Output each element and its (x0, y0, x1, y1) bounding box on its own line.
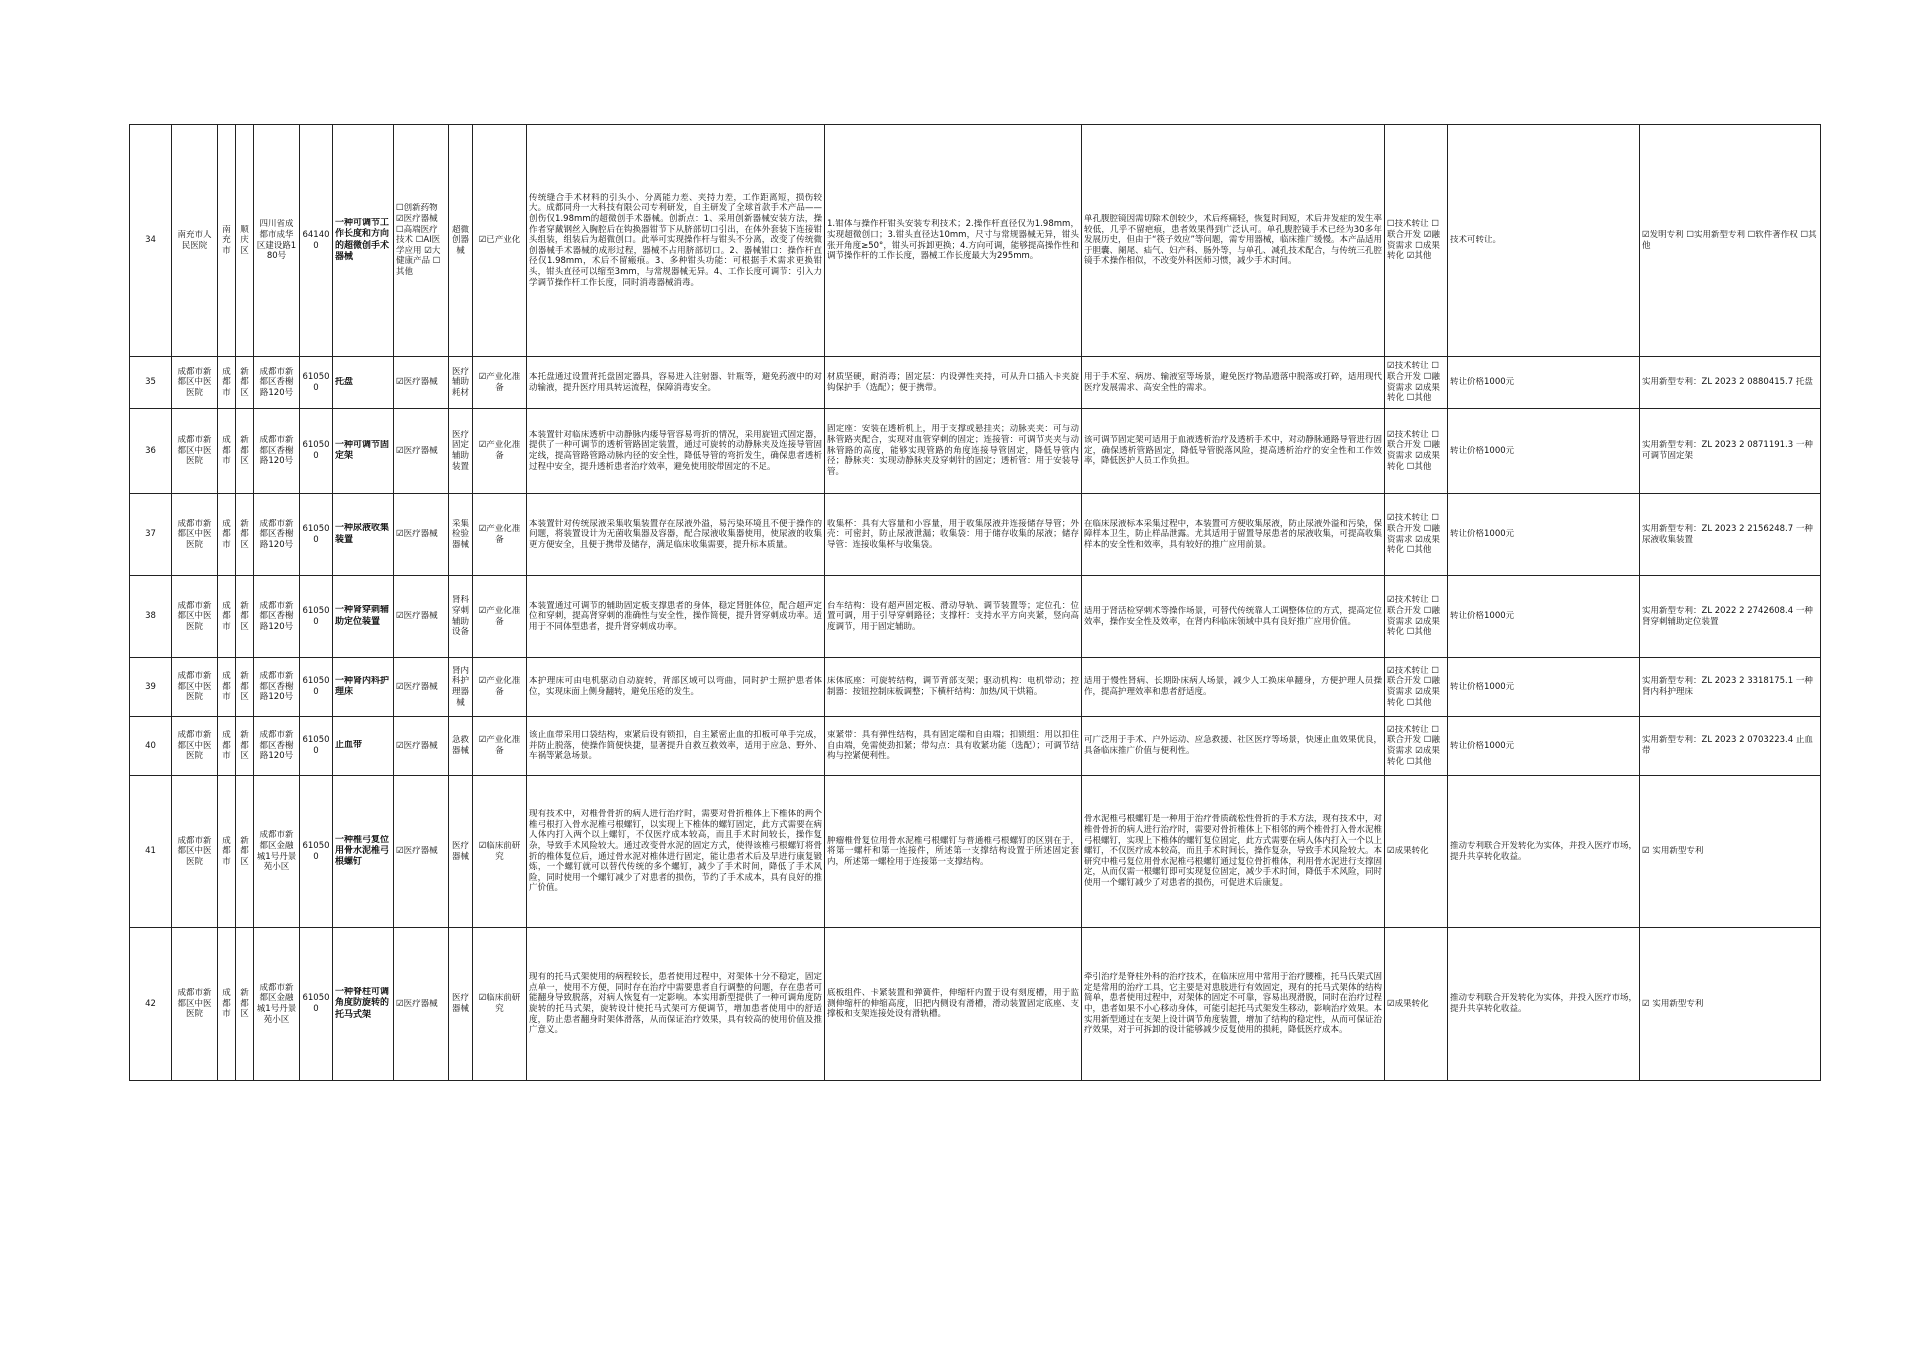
field-checkboxes-text: ☑医疗器械 (396, 611, 438, 622)
cooperation-mode-text: ☑技术转让 ☐联合开发 ☐融资需求 ☑成果转化 ☐其他 (1387, 361, 1440, 404)
cell-transfer-terms (1448, 125, 1640, 357)
application-prospect-text: 可广泛用于手术、户外运动、应急救援、社区医疗等场景，快速止血效果优良，具备临床推广价值与便利性。 (1084, 735, 1382, 756)
cell-technical-indicators (825, 409, 1082, 494)
cell-field-checkboxes (394, 776, 449, 928)
cooperation-mode-text: ☑成果转化 (1387, 846, 1429, 857)
cell-postcode (300, 357, 333, 409)
cell-row-number (130, 494, 172, 576)
cell-subfield (449, 576, 473, 658)
technical-indicators-text: 固定座：安装在透析机上，用于支撑或悬挂夹；动脉夹夹：可与动脉管路夹配合，实现对血管穿刺的固定；连接管：可调节夹夹与动脉管路的高度，能够实现管路的角度连接导管固定，降低导管内径；静脉夹：实现动静脉夹及穿刺针的固定；透析管：用于安装导管。 (827, 424, 1079, 477)
application-prospect-text: 适用于慢性肾病、长期卧床病人场景，减少人工换床单翻身，方便护理人员操作，提高护理效率和患者舒适度。 (1084, 676, 1382, 697)
district-text: 新都区 (240, 518, 249, 550)
cell-postcode (300, 409, 333, 494)
cell-row-number (130, 125, 172, 357)
cell-cooperation-mode (1385, 658, 1448, 717)
postcode-text: 610500 (302, 993, 330, 1014)
postcode-text: 610500 (302, 735, 330, 756)
cell-application-prospect (1082, 125, 1385, 357)
row-number-text: 35 (145, 377, 156, 388)
postcode-text: 610500 (302, 440, 330, 461)
ip-status-text: ☑ 实用新型专利 (1642, 846, 1704, 857)
cell-application-prospect (1082, 658, 1385, 717)
application-prospect-text: 在临床尿液标本采集过程中，本装置可方便收集尿液，防止尿液外溢和污染，保障样本卫生，防止样品泄露。尤其适用于留置导尿患者的尿液收集，可提高收集样本的安全性和效率，具有较好的推广应用前景。 (1084, 518, 1382, 550)
field-checkboxes-text: ☑医疗器械 (396, 377, 438, 388)
subfield-text: 医疗固定辅助装置 (451, 429, 469, 472)
cell-city (218, 928, 236, 1081)
city-text: 成都市 (222, 518, 231, 550)
application-prospect-text: 适用于肾活检穿刺术等操作场景，可替代传统靠人工调整体位的方式，提高定位效率，操作安全性及效率，在肾内科临床领域中具有良好推广应用价值。 (1084, 605, 1382, 627)
cell-ip-status (1640, 125, 1821, 357)
address-text: 成都市新都区金融城1号丹景苑小区 (256, 982, 297, 1025)
achievement-name-text: 一种尿液收集装置 (335, 523, 390, 545)
application-prospect-text: 单孔腹腔镜因需切除术创较少，术后疼痛轻，恢复时间短，术后并发症的发生率较低，几乎不留疤痕，患者效果得到广泛认可。单孔腹腔镜手术已经为30多年发展历史，但由于“筷子效应”等问题，需专用器械，临床推广缓慢。本产品适用于胆囊、阑尾、疝气、妇产科、肠外等，与单孔、减孔技术配合，与传统三孔腔镜手术操作相似，不改变外科医师习惯，减少手术时间。 (1084, 213, 1382, 267)
stage-text: ☑临床前研究 (478, 840, 521, 862)
ip-status-text: 实用新型专利：ZL 2023 2 3318175.1 一种肾内科护理床 (1642, 676, 1813, 697)
row-number-text: 34 (145, 235, 156, 246)
stage-text: ☑已产业化 (478, 235, 521, 246)
cell-unit-name (172, 409, 218, 494)
cell-description (527, 717, 825, 776)
stage-text: ☑产业化准备 (478, 605, 521, 627)
cell-cooperation-mode (1385, 776, 1448, 928)
cell-field-checkboxes (394, 125, 449, 357)
cell-row-number (130, 357, 172, 409)
cell-postcode (300, 776, 333, 928)
district-text: 顺庆区 (240, 224, 249, 256)
cell-cooperation-mode (1385, 576, 1448, 658)
address-text: 成都市新都区香榭路120号 (259, 518, 294, 550)
technical-indicators-text: 床体底座：可旋转结构，调节背部支架；驱动机构：电机带动；控制器：按钮控制床板调整；下横杆结构：加热/风干烘箱。 (827, 676, 1079, 697)
cell-district (236, 357, 254, 409)
unit-name-text: 成都市新都区中医医院 (177, 730, 212, 762)
ip-status-text: 实用新型专利：ZL 2022 2 2742608.4 一种肾穿刺辅助定位装置 (1642, 605, 1813, 627)
cell-district (236, 125, 254, 357)
cell-city (218, 494, 236, 576)
cell-postcode (300, 125, 333, 357)
cell-application-prospect (1082, 776, 1385, 928)
transfer-terms-text: 推动专利联合开发转化为实体，并投入医疗市场，提升共享转化收益。 (1450, 993, 1637, 1014)
cooperation-mode-text: ☑技术转让 ☐联合开发 ☐融资需求 ☑成果转化 ☐其他 (1387, 513, 1440, 556)
cell-unit-name (172, 357, 218, 409)
cell-technical-indicators (825, 125, 1082, 357)
cell-description (527, 928, 825, 1081)
description-text: 现有的托马式架使用的病程较长，患者使用过程中，对架体十分不稳定，固定点单一，使用不方便，同时存在治疗中需要患者自行调整的问题，存在患者可能翻身导致脱落，对病人恢复有一定影响。本实用新型提供了一种可调角度防旋转的托马式架，旋转设计使托马式架可方便调节，增加患者使用中的舒适度，防止患者翻身时架体滑落，从而保证治疗效果，具有较高的使用价值及推广意义。 (529, 972, 822, 1036)
cell-row-number (130, 576, 172, 658)
cell-ip-status (1640, 658, 1821, 717)
cell-application-prospect (1082, 494, 1385, 576)
postcode-text: 610500 (302, 371, 330, 393)
transfer-terms-text: 转让价格1000元 (1450, 529, 1515, 540)
cell-subfield (449, 409, 473, 494)
cell-cooperation-mode (1385, 357, 1448, 409)
stage-text: ☑产业化准备 (478, 440, 521, 461)
cell-unit-name (172, 776, 218, 928)
cell-unit-name (172, 717, 218, 776)
achievement-name-text: 一种可调节工作长度和方向的超微创手术器械 (335, 218, 390, 262)
subfield-text: 医疗器械 (451, 993, 469, 1014)
city-text: 成都市 (222, 988, 231, 1020)
cell-address (254, 409, 300, 494)
cell-city (218, 658, 236, 717)
cell-application-prospect (1082, 576, 1385, 658)
city-text: 南充市 (222, 224, 231, 256)
cell-technical-indicators (825, 928, 1082, 1081)
description-text: 本装置通过可调节的辅助固定板支撑患者的身体，稳定肾脏体位，配合超声定位和穿刺，提高肾穿刺的准确性与安全性，操作简便，提升肾穿刺成功率。适用于不同体型患者，提升肾穿刺成功率。 (529, 600, 822, 632)
postcode-text: 610500 (302, 676, 330, 697)
address-text: 成都市新都区香榭路120号 (259, 671, 294, 703)
cell-application-prospect (1082, 928, 1385, 1081)
cell-address (254, 928, 300, 1081)
cooperation-mode-text: ☐技术转让 ☐联合开发 ☑融资需求 ☐成果转化 ☑其他 (1387, 219, 1440, 262)
cell-cooperation-mode (1385, 717, 1448, 776)
cell-transfer-terms (1448, 576, 1640, 658)
cell-district (236, 576, 254, 658)
cell-transfer-terms (1448, 928, 1640, 1081)
technical-indicators-text: 收集杯：具有大容量和小容量，用于收集尿液并连接储存导管；外壳：可密封，防止尿液泄漏；收集袋：用于储存收集的尿液；储存导管：连接收集杯与收集袋。 (827, 518, 1079, 550)
cell-subfield (449, 357, 473, 409)
postcode-text: 610500 (302, 840, 330, 862)
row-number-text: 36 (145, 445, 156, 456)
district-text: 新都区 (240, 366, 249, 398)
cell-row-number (130, 776, 172, 928)
achievement-name-text: 止血带 (335, 740, 363, 751)
description-text: 传统缝合手术材料的引头小、分离能力差、夹持力差，工作距离短，损伤较大。成都同舟一大科技有限公司专利研发，自主研发了全球首款手术产品——创伤仅1.98mm的超微创手术器械。创新点：1、采用创新器械安装方法，操作者穿戴钢丝入胸腔后在钩换器钳节下从脐部切口引出，在体外套装下连接钳头组装，组装后为超微创口。此举可实现操作杆与钳头不分离，改变了传统微创器械手术器械的成形过程，器械不占用脐部切口。2、器械钳口：操作杆直径仅1.98mm，术后不留瘢痕。3、多种钳头功能：可根据手术需求更换钳头，钳头直径可以缩至3mm，与常规器械无异。4、工作长度可调节：引入力学调节操作杆工作长度，同时消毒器械消毒。 (529, 192, 822, 288)
achievement-name-text: 一种可调节固定架 (335, 439, 390, 461)
cell-description (527, 125, 825, 357)
cell-postcode (300, 494, 333, 576)
cell-technical-indicators (825, 658, 1082, 717)
cell-field-checkboxes (394, 409, 449, 494)
technical-indicators-text: 材质坚硬，耐消毒；固定层：内设弹性夹持，可从升口插入卡夹旋钩保护手（选配）；便于携带。 (827, 371, 1079, 393)
cell-achievement-name (333, 776, 394, 928)
subfield-text: 医疗辅助耗材 (451, 366, 469, 398)
cell-address (254, 776, 300, 928)
unit-name-text: 成都市新都区中医医院 (177, 366, 212, 398)
transfer-terms-text: 转让价格1000元 (1450, 377, 1515, 388)
subfield-text: 采集检验器械 (451, 518, 469, 550)
cell-field-checkboxes (394, 494, 449, 576)
cell-district (236, 409, 254, 494)
postcode-text: 641400 (302, 229, 330, 251)
ip-status-text: ☑发明专利 ☐实用新型专利 ☐软件著作权 ☐其他 (1642, 229, 1817, 251)
row-number-text: 38 (145, 611, 156, 622)
unit-name-text: 南充市人民医院 (177, 229, 212, 251)
cell-achievement-name (333, 717, 394, 776)
cell-transfer-terms (1448, 494, 1640, 576)
cell-subfield (449, 776, 473, 928)
ip-status-text: 实用新型专利：ZL 2023 2 0703223.4 止血带 (1642, 735, 1813, 756)
cell-district (236, 658, 254, 717)
table-row (130, 776, 1821, 928)
cell-ip-status (1640, 357, 1821, 409)
cell-city (218, 357, 236, 409)
district-text: 新都区 (240, 671, 249, 703)
cell-postcode (300, 928, 333, 1081)
cell-row-number (130, 658, 172, 717)
application-prospect-text: 该可调节固定架可适用于血液透析治疗及透析手术中，对动静脉通路导管进行固定，确保透析管路固定，降低导管脱落风险，提高透析治疗的安全性和工作效率，降低医护人员工作负担。 (1084, 435, 1382, 467)
unit-name-text: 成都市新都区中医医院 (177, 671, 212, 703)
field-checkboxes-text: ☑医疗器械 (396, 846, 438, 857)
cell-description (527, 357, 825, 409)
stage-text: ☑产业化准备 (478, 371, 521, 393)
ip-status-text: 实用新型专利：ZL 2023 2 0880415.7 托盘 (1642, 377, 1813, 388)
achievement-name-text: 一种脊柱可调角度防旋转的托马式架 (335, 987, 390, 1020)
unit-name-text: 成都市新都区中医医院 (177, 835, 212, 867)
cell-unit-name (172, 658, 218, 717)
cell-stage (473, 928, 527, 1081)
cell-subfield (449, 717, 473, 776)
cell-stage (473, 576, 527, 658)
field-checkboxes-text: ☑医疗器械 (396, 445, 438, 456)
cell-description (527, 576, 825, 658)
cell-transfer-terms (1448, 658, 1640, 717)
cell-unit-name (172, 494, 218, 576)
cell-transfer-terms (1448, 776, 1640, 928)
cell-row-number (130, 928, 172, 1081)
field-checkboxes-text: ☑医疗器械 (396, 998, 438, 1009)
cell-address (254, 717, 300, 776)
cell-achievement-name (333, 125, 394, 357)
cell-cooperation-mode (1385, 125, 1448, 357)
cell-ip-status (1640, 717, 1821, 776)
stage-text: ☑产业化准备 (478, 676, 521, 697)
stage-text: ☑产业化准备 (478, 735, 521, 756)
data-table (129, 124, 1821, 1081)
cell-application-prospect (1082, 357, 1385, 409)
city-text: 成都市 (222, 600, 231, 632)
subfield-text: 肾科穿刺辅助设备 (451, 595, 469, 638)
postcode-text: 610500 (302, 523, 330, 545)
row-number-text: 41 (145, 846, 156, 857)
cell-unit-name (172, 125, 218, 357)
cell-field-checkboxes (394, 658, 449, 717)
cell-address (254, 494, 300, 576)
cooperation-mode-text: ☑技术转让 ☐联合开发 ☐融资需求 ☑成果转化 ☐其他 (1387, 724, 1440, 767)
technical-indicators-text: 肿瘤椎骨复位用骨水泥椎弓根螺钉与普通椎弓根螺钉的区别在于，将第一螺杆和第一连接件，所述第一支撑结构设置于所述固定套内，所述第一螺栓用于连接第一支撑结构。 (827, 835, 1079, 867)
cell-field-checkboxes (394, 576, 449, 658)
cell-description (527, 494, 825, 576)
cell-stage (473, 494, 527, 576)
cell-description (527, 658, 825, 717)
application-prospect-text: 骨水泥椎弓根螺钉是一种用于治疗骨质疏松性骨折的手术方法，现有技术中，对椎骨骨折的病人进行治疗时，需要对骨折椎体上下相邻的两个椎骨打入骨水泥椎弓根螺钉，实现上下椎体的螺钉复位固定，此方式需要在病人体内打入一个以上螺钉，不仅医疗成本较高，而且手术时间长，操作复杂，导致手术风险较大。本研究中椎弓复位用骨水泥椎弓根螺钉通过复位骨折椎体，利用骨水泥进行支撑固定，从而仅需一根螺钉即可实现复位固定，减少手术时间，降低手术风险，同时使用一个螺钉减少了对患者的损伤，可促进术后康复。 (1084, 814, 1382, 889)
cooperation-mode-text: ☑技术转让 ☐联合开发 ☐融资需求 ☑成果转化 ☐其他 (1387, 595, 1440, 638)
achievement-name-text: 一种肾穿刺辅助定位装置 (335, 605, 390, 627)
address-text: 四川省成都市成华区建设路180号 (256, 219, 297, 262)
cell-ip-status (1640, 494, 1821, 576)
field-checkboxes-text: ☑医疗器械 (396, 529, 438, 540)
subfield-text: 急救器械 (451, 735, 469, 756)
cell-technical-indicators (825, 494, 1082, 576)
district-text: 新都区 (240, 730, 249, 762)
cell-field-checkboxes (394, 928, 449, 1081)
cell-ip-status (1640, 928, 1821, 1081)
description-text: 本托盘通过设置背托盘固定器具，容易进入注射器、针瓶等，避免药液中的对动输液，提升医疗用具转运流程，保障消毒安全。 (529, 371, 822, 393)
row-number-text: 37 (145, 529, 156, 540)
unit-name-text: 成都市新都区中医医院 (177, 518, 212, 550)
cooperation-mode-text: ☑技术转让 ☐联合开发 ☐融资需求 ☑成果转化 ☐其他 (1387, 665, 1440, 708)
address-text: 成都市新都区金融城1号丹景苑小区 (256, 830, 297, 873)
cell-subfield (449, 494, 473, 576)
transfer-terms-text: 转让价格1000元 (1450, 611, 1515, 622)
description-text: 该止血带采用口袋结构，束紧后设有锁扣，自主紧密止血的扣板可单手完成，并防止脱落，使操作简便快捷，显著提升自救互救效率，适用于应急、野外、车祸等紧急场景。 (529, 730, 822, 762)
cooperation-mode-text: ☑成果转化 (1387, 998, 1429, 1009)
address-text: 成都市新都区香榭路120号 (259, 435, 294, 467)
table-row (130, 409, 1821, 494)
row-number-text: 42 (145, 998, 156, 1009)
table-row (130, 357, 1821, 409)
cell-cooperation-mode (1385, 494, 1448, 576)
cell-address (254, 357, 300, 409)
cell-city (218, 125, 236, 357)
cell-subfield (449, 658, 473, 717)
cell-transfer-terms (1448, 409, 1640, 494)
address-text: 成都市新都区香榭路120号 (259, 730, 294, 762)
cell-stage (473, 357, 527, 409)
cell-technical-indicators (825, 576, 1082, 658)
cell-achievement-name (333, 658, 394, 717)
cell-unit-name (172, 928, 218, 1081)
ip-status-text: ☑ 实用新型专利 (1642, 998, 1704, 1009)
cell-application-prospect (1082, 409, 1385, 494)
cell-city (218, 776, 236, 928)
cell-postcode (300, 658, 333, 717)
district-text: 新都区 (240, 435, 249, 467)
cell-stage (473, 409, 527, 494)
field-checkboxes-text: ☑医疗器械 (396, 681, 438, 692)
city-text: 成都市 (222, 435, 231, 467)
technical-indicators-text: 束紧带：具有弹性结构，具有固定端和自由端；扣锁组：用以扣住自由端，免需使劲扣紧；带勾点：具有收紧功能（选配）；可调节结构与控紧便利性。 (827, 730, 1079, 762)
field-checkboxes-text: ☑医疗器械 (396, 740, 438, 751)
achievement-name-text: 一种椎弓复位用骨水泥椎弓根螺钉 (335, 834, 390, 868)
cell-subfield (449, 125, 473, 357)
unit-name-text: 成都市新都区中医医院 (177, 988, 212, 1020)
cell-row-number (130, 409, 172, 494)
achievement-table (129, 124, 1820, 1081)
table-row (130, 717, 1821, 776)
technical-indicators-text: 底板组件、卡紧装置和弹簧件，伸缩杆内置于设有刻度槽，用于监测伸缩杆的伸缩高度，旧把内侧设有滑槽，滑动装置固定底座、支撑板和支架连接处设有滑轨槽。 (827, 988, 1079, 1020)
cell-city (218, 717, 236, 776)
cell-achievement-name (333, 928, 394, 1081)
cell-stage (473, 125, 527, 357)
transfer-terms-text: 技术可转让。 (1450, 235, 1502, 246)
cell-field-checkboxes (394, 357, 449, 409)
cell-transfer-terms (1448, 717, 1640, 776)
cooperation-mode-text: ☑技术转让 ☐联合开发 ☐融资需求 ☑成果转化 ☐其他 (1387, 429, 1440, 472)
cell-district (236, 928, 254, 1081)
subfield-text: 超微创器械 (451, 224, 469, 256)
cell-ip-status (1640, 409, 1821, 494)
cell-description (527, 776, 825, 928)
cell-technical-indicators (825, 357, 1082, 409)
cell-achievement-name (333, 494, 394, 576)
description-text: 本装置针对临床透析中动静脉内瘘导管容易弯折的情况，采用旋钮式固定器，提供了一种可调节的透析管路固定装置，通过可旋转的动静脉夹及连接导管固定线，提高管路管路动脉内径的安全性，降低导管的弯折发生，确保患者透析过程中安全，提升透析患者治疗效率，避免使用胶带固定的不足。 (529, 429, 822, 472)
table-row (130, 125, 1821, 357)
cell-city (218, 576, 236, 658)
cell-description (527, 409, 825, 494)
ip-status-text: 实用新型专利：ZL 2023 2 0871191.3 一种可调节固定架 (1642, 440, 1813, 461)
cell-address (254, 658, 300, 717)
achievement-name-text: 一种肾内科护理床 (335, 675, 390, 697)
achievement-name-text: 托盘 (335, 376, 354, 387)
cell-stage (473, 658, 527, 717)
district-text: 新都区 (240, 988, 249, 1020)
cell-application-prospect (1082, 717, 1385, 776)
transfer-terms-text: 转让价格1000元 (1450, 445, 1515, 456)
cell-ip-status (1640, 576, 1821, 658)
table-row (130, 494, 1821, 576)
city-text: 成都市 (222, 366, 231, 398)
cell-row-number (130, 717, 172, 776)
ip-status-text: 实用新型专利：ZL 2023 2 2156248.7 一种尿液收集装置 (1642, 523, 1813, 545)
description-text: 本装置针对传统尿液采集收集装置存在尿液外溢，易污染环境且不便于操作的问题，将装置设计为无菌收集器及容器，配合尿液收集器使用，使尿液的收集更方便安全，且便于携带及储存，满足临床收集需要，提升标本质量。 (529, 518, 822, 550)
technical-indicators-text: 台车结构：设有超声固定板、滑动导轨、调节装置等；定位孔：位置可调，用于引导穿刺路径；支撑杆：支持水平方向夹紧，竖向高度调节，用于固定辅助。 (827, 600, 1079, 632)
table-row (130, 658, 1821, 717)
table-row (130, 576, 1821, 658)
application-prospect-text: 牵引治疗是脊柱外科的治疗技术，在临床应用中常用于治疗腰椎，托马氏架式固定是常用的治疗工具，它主要是对患肢进行有效固定，现有的托马式架体的结构简单，患者使用过程中，对架体的固定不可靠，容易出现滑脱，同时在治疗过程中，患者如果不小心移动身体，可能引起托马式架发生移动，影响治疗效果。本实用新型通过在支架上设计调节角度装置，增加了结构的稳定性，从而可保证治疗效果，对于可拆卸的设计能够减少反复使用的损耗，降低医疗成本。 (1084, 972, 1382, 1036)
postcode-text: 610500 (302, 605, 330, 627)
cell-field-checkboxes (394, 717, 449, 776)
city-text: 成都市 (222, 671, 231, 703)
cell-district (236, 776, 254, 928)
description-text: 本护理床可由电机驱动自动旋转，背部区域可以弯曲，同时护士照护患者体位，实现床面上侧身翻转，避免压疮的发生。 (529, 676, 822, 697)
district-text: 新都区 (240, 600, 249, 632)
stage-text: ☑临床前研究 (478, 993, 521, 1014)
subfield-text: 医疗器械 (451, 840, 469, 862)
description-text: 现有技术中，对椎骨骨折的病人进行治疗时，需要对骨折椎体上下椎体的两个椎弓根打入骨水泥椎弓根螺钉，以实现上下椎体的螺钉固定，此方式需要在病人体内打入两个以上螺钉，不仅医疗成本较高，而且手术时间较长，操作复杂，导致手术风险较大。通过改变骨水泥的固定方式，使得该椎弓根螺钉将骨折的椎体复位后，通过骨水泥对椎体进行固定，能让患者术后及早进行康复锻炼，一个螺钉就可以替代传统的多个螺钉，减少了手术时间，降低了手术风险，同时使用一个螺钉减少了对患者的损伤，节约了手术成本，具有良好的推广价值。 (529, 809, 822, 894)
transfer-terms-text: 转让价格1000元 (1450, 740, 1515, 751)
unit-name-text: 成都市新都区中医医院 (177, 600, 212, 632)
cell-district (236, 717, 254, 776)
row-number-text: 40 (145, 740, 156, 751)
cell-subfield (449, 928, 473, 1081)
cell-address (254, 576, 300, 658)
cell-achievement-name (333, 357, 394, 409)
address-text: 成都市新都区香榭路120号 (259, 366, 294, 398)
cell-address (254, 125, 300, 357)
cell-postcode (300, 576, 333, 658)
subfield-text: 肾内科护理器械 (451, 665, 469, 708)
cell-cooperation-mode (1385, 928, 1448, 1081)
cell-technical-indicators (825, 717, 1082, 776)
cell-achievement-name (333, 409, 394, 494)
cell-transfer-terms (1448, 357, 1640, 409)
table-row (130, 928, 1821, 1081)
cell-technical-indicators (825, 776, 1082, 928)
row-number-text: 39 (145, 681, 156, 692)
unit-name-text: 成都市新都区中医医院 (177, 435, 212, 467)
cell-unit-name (172, 576, 218, 658)
cell-stage (473, 776, 527, 928)
stage-text: ☑产业化准备 (478, 523, 521, 545)
cell-postcode (300, 717, 333, 776)
application-prospect-text: 用于手术室、病房、输液室等场景，避免医疗物品遗落中脱落或打碎，适用现代医疗发展需求、高安全性的需求。 (1084, 371, 1382, 393)
cell-cooperation-mode (1385, 409, 1448, 494)
transfer-terms-text: 推动专利联合开发转化为实体，并投入医疗市场，提升共享转化收益。 (1450, 840, 1637, 862)
cell-district (236, 494, 254, 576)
address-text: 成都市新都区香榭路120号 (259, 600, 294, 632)
cell-ip-status (1640, 776, 1821, 928)
district-text: 新都区 (240, 835, 249, 867)
cell-achievement-name (333, 576, 394, 658)
field-checkboxes-text: ☐创新药物 ☑医疗器械 ☐高端医疗技术 ☐AI医学应用 ☑大健康产品 ☐其他 (396, 203, 441, 278)
city-text: 成都市 (222, 835, 231, 867)
cell-city (218, 409, 236, 494)
technical-indicators-text: 1.钳体与操作杆钳头安装专利技术；2.操作杆直径仅为1.98mm，实现超微创口；3.钳头直径达10mm，尺寸与常规器械无异，钳头张开角度≥50°，钳头可拆卸更换；4.方向可调，能够提高操作性和调节操作杆的工作长度，器械工作长度最大为295mm。 (827, 219, 1079, 262)
city-text: 成都市 (222, 730, 231, 762)
transfer-terms-text: 转让价格1000元 (1450, 681, 1515, 692)
cell-stage (473, 717, 527, 776)
